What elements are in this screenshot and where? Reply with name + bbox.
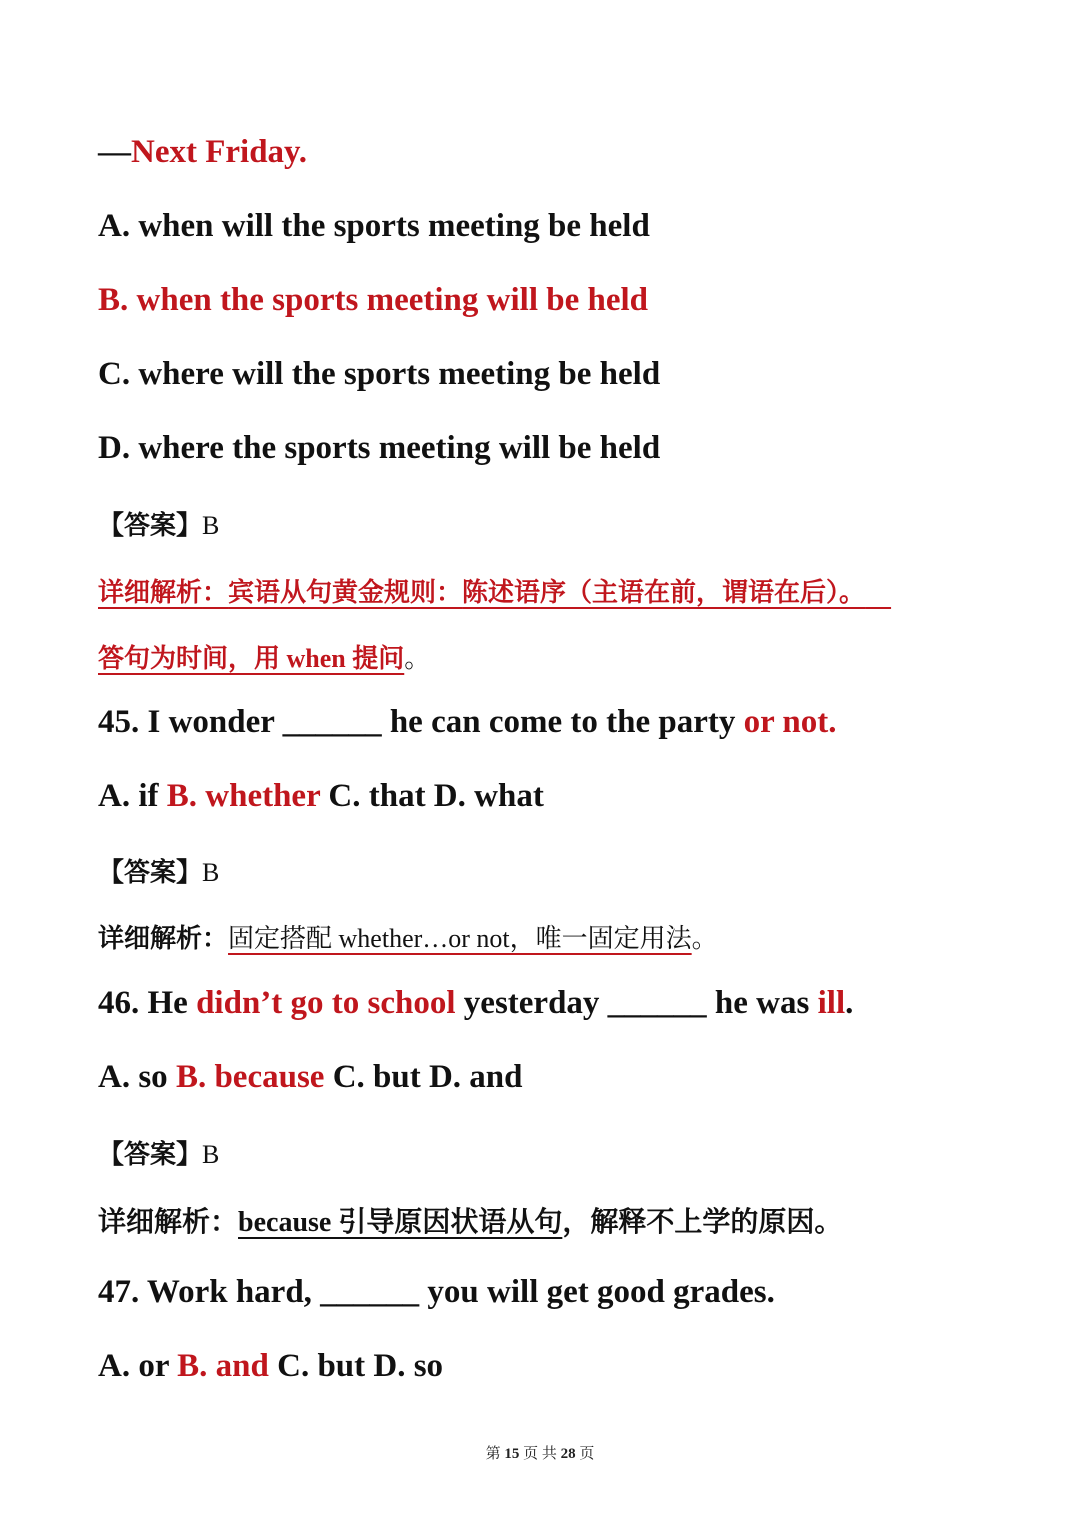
q46-option-rest: C. but D. and [324, 1059, 523, 1095]
q44-reply-line [98, 134, 307, 171]
q46-option-a: A. so [98, 1059, 176, 1095]
q46-stem-highlight-2: ill [817, 985, 846, 1021]
q45-stem-text: 45. I wonder ______ he can come to the party [98, 704, 744, 740]
q47-option-a: A. or [98, 1348, 178, 1384]
q44-dash: — [98, 134, 131, 170]
q47-stem: 47. Work hard, ______ you will get good grades. [98, 1274, 775, 1310]
q46-stem-end: . [845, 985, 854, 1021]
q46-explanation [98, 1200, 842, 1240]
page-number: 15 [504, 1446, 520, 1462]
q45-stem-highlight: or not. [743, 704, 837, 740]
q46-explain-end: ，解释不上学的原因。 [562, 1207, 843, 1238]
q46-explain-label: 详细解析： [98, 1207, 239, 1238]
q45-explain-label: 详细解析 [98, 924, 203, 953]
q45-options [98, 778, 544, 815]
q45-explain-body: 固定搭配 whether…or not，唯一固定用法 [228, 924, 692, 953]
q44-answer-label: 【答案】 [98, 511, 203, 540]
q44-option-c: C. where will the sports meeting be held [98, 356, 661, 392]
q47-options [98, 1348, 443, 1385]
q44-explain-end: 。 [404, 644, 431, 673]
q44-answer-value: B [202, 511, 220, 540]
q46-answer-label: 【答案】 [98, 1140, 203, 1169]
q47-option-rest: C. but D. so [268, 1348, 444, 1384]
q45-explanation [98, 918, 718, 955]
q45-answer-value: B [202, 858, 220, 887]
page-total: 28 [560, 1446, 576, 1462]
q44-explanation [98, 572, 891, 609]
q46-answer-value: B [202, 1140, 220, 1169]
q46-stem-mid: yesterday ______ he was [455, 985, 818, 1021]
q45-answer [98, 852, 219, 889]
q45-option-b: B. whether [166, 778, 321, 814]
q44-reply: Next Friday. [131, 134, 307, 170]
q45-option-rest: C. that D. what [320, 778, 544, 814]
q45-stem [98, 704, 837, 741]
q44-explanation-line2 [98, 638, 430, 675]
q46-options [98, 1059, 523, 1096]
q44-explain-label: 详细解析：宾语从句黄金规则：陈述语序（主语在前，谓语在后）。 [98, 578, 866, 607]
q46-option-b: B. because [175, 1059, 325, 1095]
q45-explain-colon: ： [202, 924, 229, 953]
q46-stem-highlight-1: didn’t go to school [196, 985, 456, 1021]
q47-option-b: B. and [177, 1348, 269, 1384]
q45-answer-label: 【答案】 [98, 858, 203, 887]
page-footer: 第 15 页 共 28 页 [485, 1446, 595, 1462]
q46-stem-num: 46. He [98, 985, 197, 1021]
q45-option-a: A. if [98, 778, 167, 814]
q44-option-b: B. when the sports meeting will be held [98, 282, 649, 318]
q46-explain-body: because 引导原因状语从句 [238, 1207, 563, 1238]
q46-stem [98, 985, 853, 1022]
q44-option-d: D. where the sports meeting will be held [98, 430, 661, 466]
q44-explain-line2: 答句为时间，用 when 提问 [98, 644, 405, 673]
q45-explain-end: 。 [691, 924, 718, 953]
q44-option-a: A. when will the sports meeting be held [98, 208, 650, 244]
q46-answer [98, 1134, 219, 1171]
q44-answer [98, 505, 219, 542]
